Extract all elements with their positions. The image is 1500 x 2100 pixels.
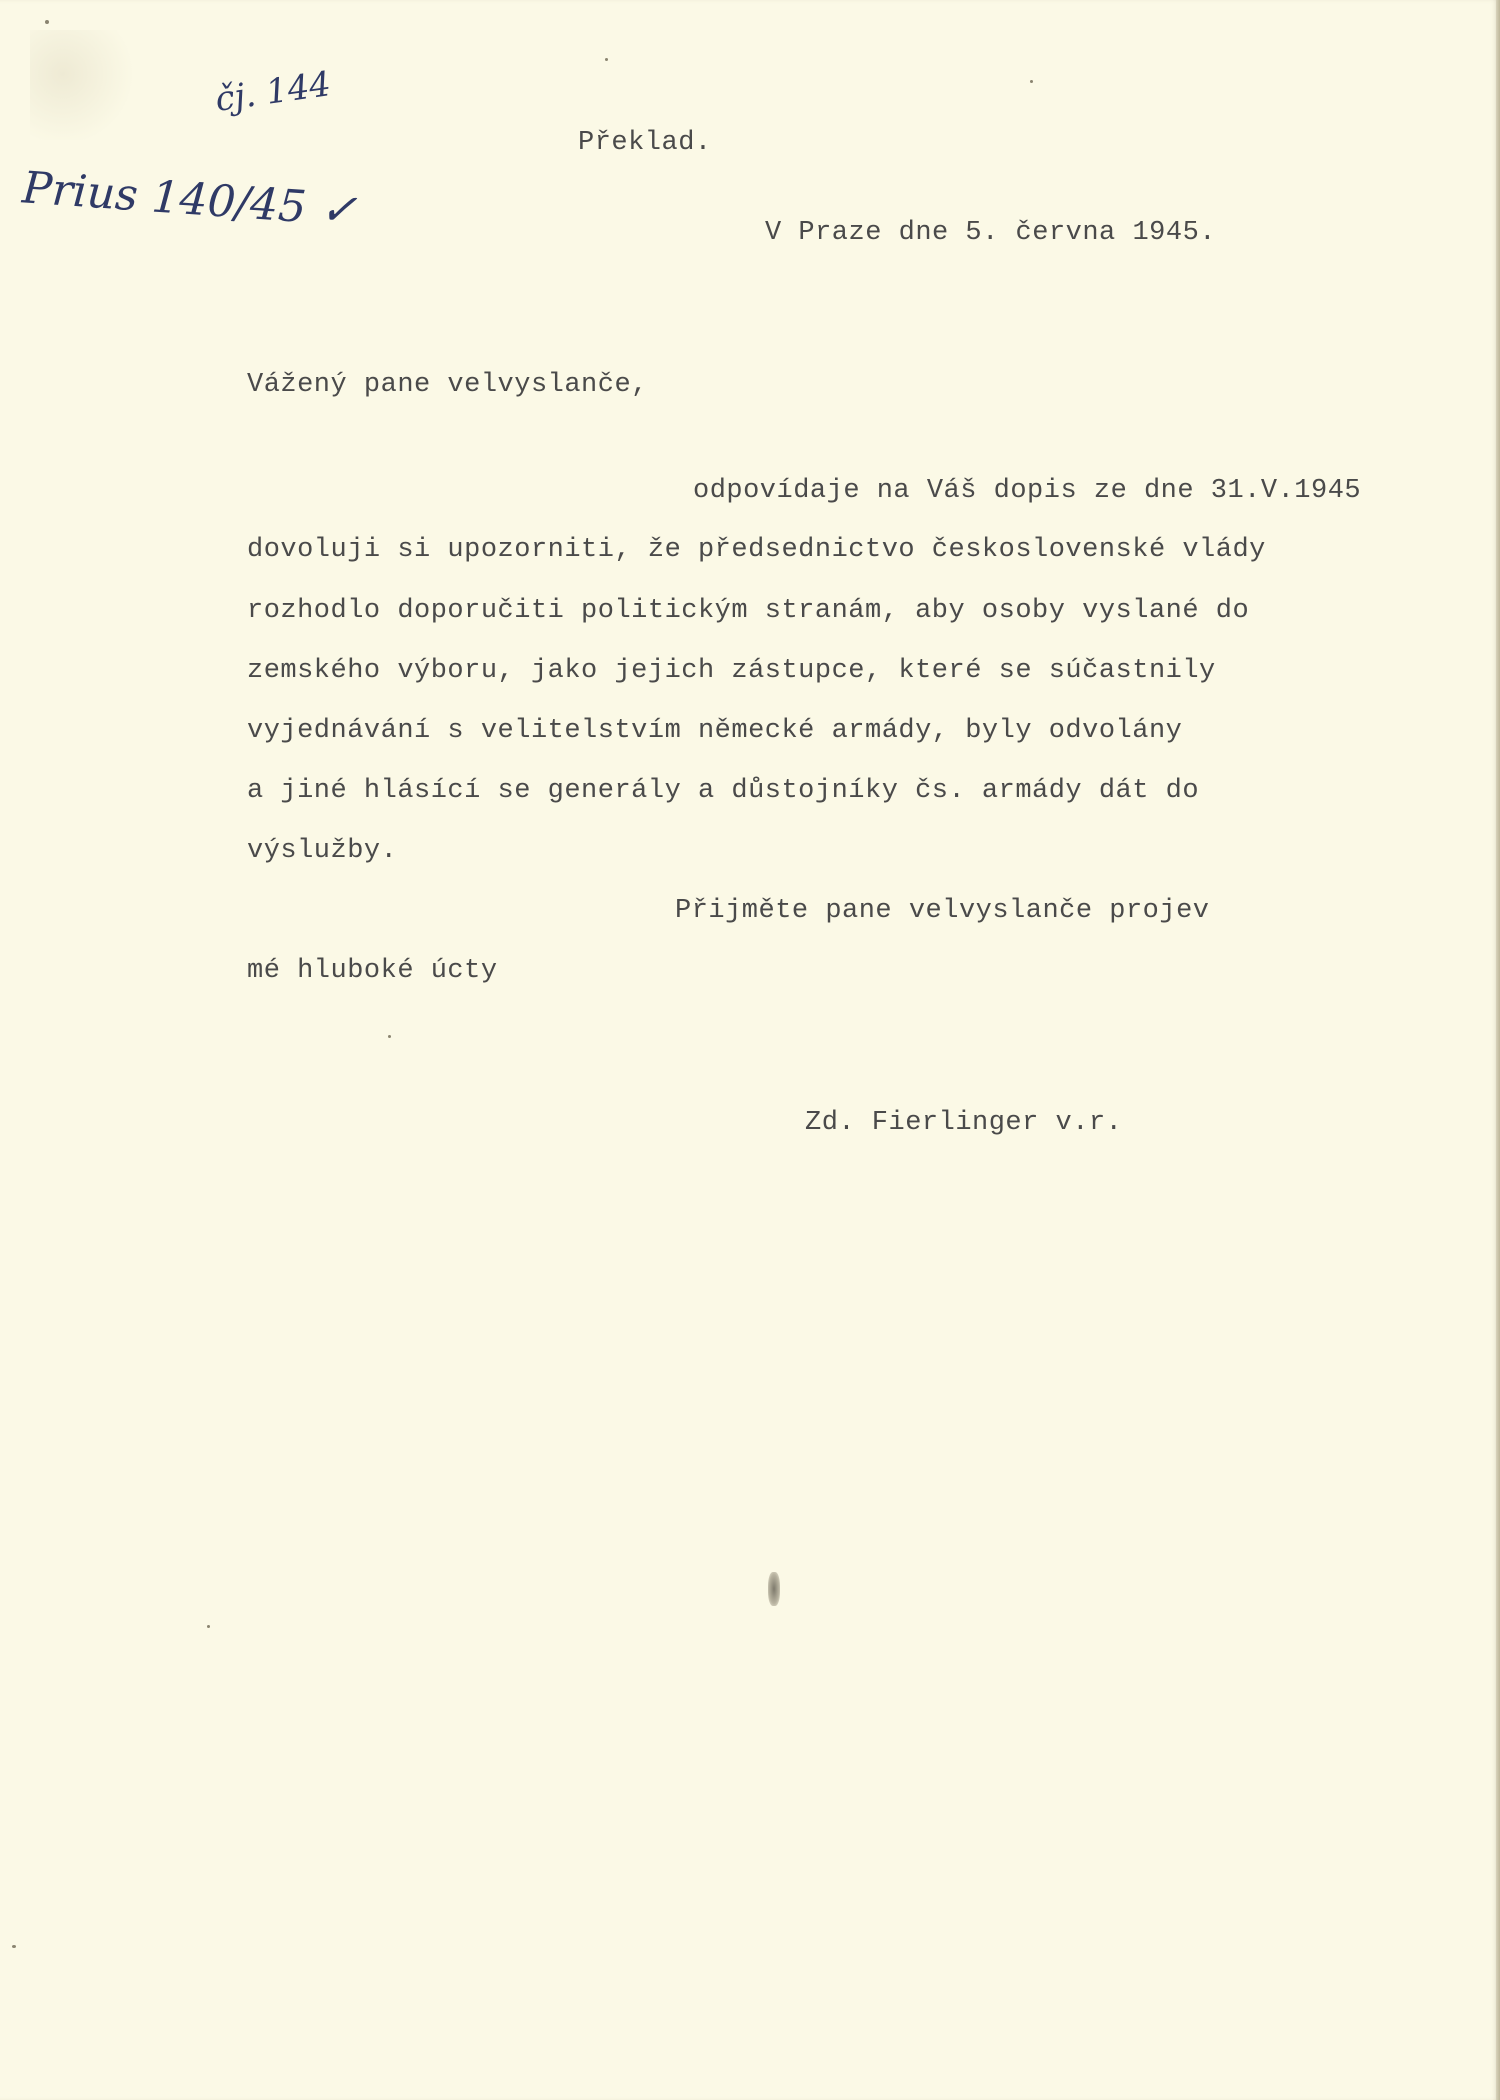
body-line: výslužby.: [247, 836, 398, 866]
paper-speck: [388, 1035, 391, 1038]
paper-discoloration: [30, 30, 140, 140]
paper-edge: [1496, 0, 1500, 2100]
closing-line: Přijměte pane velvyslanče projev: [675, 896, 1210, 926]
salutation: Vážený pane velvyslanče,: [247, 370, 648, 400]
body-line: zemského výboru, jako jejich zástupce, které se súčastnily: [247, 656, 1216, 686]
date-line: V Praze dne 5. června 1945.: [765, 218, 1216, 248]
body-line: rozhodlo doporučiti politickým stranám, aby osoby vyslané do: [247, 596, 1250, 626]
paper-speck: [605, 58, 608, 61]
paper-stain: [768, 1572, 780, 1606]
signature: Zd. Fierlinger v.r.: [805, 1108, 1123, 1138]
handwritten-prius-note: Prius 140/45 ✓: [20, 162, 359, 237]
paper-speck: [207, 1625, 210, 1628]
paper-speck: [12, 1945, 16, 1948]
body-line: vyjednávání s velitelstvím německé armády, byly odvolány: [247, 716, 1183, 746]
body-line: a jiné hlásící se generály a důstojníky čs. armády dát do: [247, 776, 1200, 806]
body-line: odpovídaje na Váš dopis ze dne 31.V.1945: [693, 476, 1362, 506]
body-line: dovoluji si upozorniti, že předsednictvo československé vlády: [247, 535, 1266, 565]
document-heading: Překlad.: [578, 128, 712, 158]
paper-speck: [1030, 80, 1033, 83]
paper-speck: [45, 20, 49, 24]
closing-line: mé hluboké úcty: [247, 956, 498, 986]
handwritten-reference-number: čj. 144: [212, 64, 334, 120]
